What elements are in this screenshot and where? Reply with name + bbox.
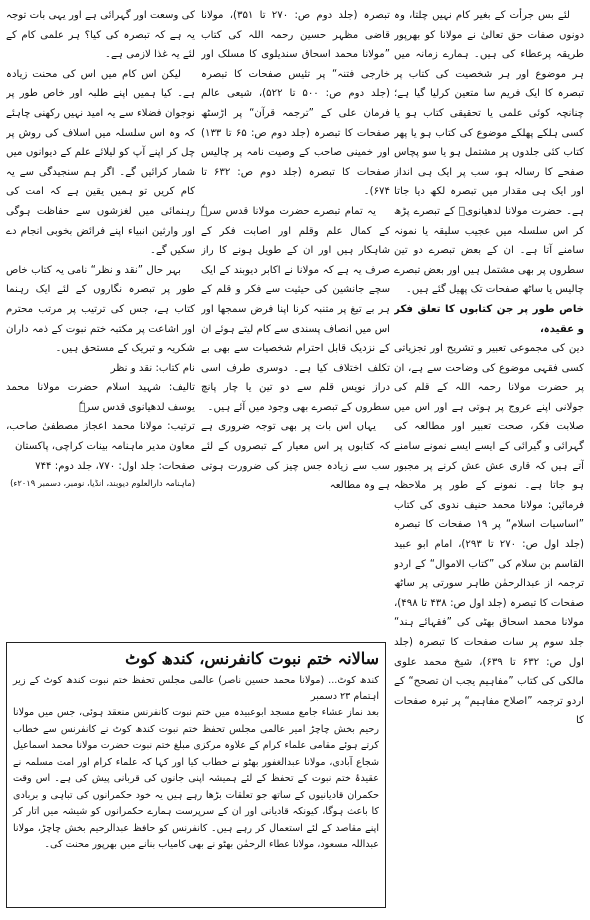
article-column-right [394,6,584,911]
conference-byline: کندھ کوٹ... (مولانا محمد حسین ناصر) عالمی مجلس تحفظ ختم نبوت کندھ کوٹ کے زیر اہتمام ۲۳ دسمبر [13,675,379,702]
paragraph: (ماہنامہ دارالعلوم دیوبند، انڈیا، نومبر، دسمبر ۲۰۱۹ء) [10,478,195,489]
column-text-left [6,6,195,631]
conference-news-box [6,642,386,908]
paragraph: تبصرہ (جلد دوم ص: ۲۷۰ تا ۳۵۱)، مولانا قاضی مظہر حسین رحمہ اللہ کی کتاب ”مولانا محمد اسحاق سندیلوی کا مسلک اور خارجی فتنہ“ پر تئیس صفحات کا تبصرہ (جلد دوم ص: ۵۰۰ تا ۵۲۲)، شیعی عالم فرمان علی کے ”ترجمہ قرآن“ پر اڑسٹھ صفحات کا تبصرہ (جلد دوم ص: ۶۵ تا ۱۳۳) اور خمینی صاحب کے وصیت نامہ پر چالیس صفحات کا تبصرہ (جلد دوم ص: ۶۳۲ تا ۶۷۴)۔ [201,10,390,198]
paragraph: بہر حال ”نقد و نظر“ نامی یہ کتاب خاص طور پر تبصرہ نگاروں کے لئے ایک رہنما کتاب ہے، جس کی ترتیب پر مرتب محترم اور اشاعت پر مکتبہ ختم نبوت کے ذمہ داران شکریہ و تبریک کے مستحق ہیں۔ [6,264,195,355]
paragraph: خاص طور پر جن کتابوں کا تعلق فکر و عقیدہ، [394,303,584,335]
paragraph: نام کتاب: نقد و نظر [110,362,195,374]
article-columns-left [6,6,390,636]
conference-title: سالانہ ختم نبوت کانفرنس، کندھ کوٹ [125,649,379,668]
paragraph: کی وسعت اور گہرائی ہے اور یہی بات توجہ یہ ہے کہ تبصرہ کی کیا؟ ہر علمی کام کے لئے یہ غذا لازمی ہے۔ [6,10,195,61]
column-text-middle [201,6,390,631]
paragraph: دین کی مجموعی تعبیر و تشریح اور تجزیاتی کسی فقہی موضوع کی وضاحت سے ہے، ان پر حضرت مولانا رحمہ اللہ کے قلم کی جولانی اپنے عروج پر ہوتی ہے اور اس میں صلابت فکر، صحت تعبیر اور مطالعہ کی گہرائی و گیرائی کے ایسے ایسے نمونے سامنے آتے ہیں کہ قاری عش عش کرنے پر مجبور ہو جاتا ہے۔ نمونے کے طور پر ملاحظہ فرمائیں: مولانا محمد حنیف ندوی کی کتاب ”اساسیات اسلام“ پر ۱۹ صفحات کا تبصرہ (جلد اول ص: ۲۷۰ تا ۲۹۳)، امام ابو عبید القاسم بن سلام کی ”کتاب الاموال“ کے اردو ترجمہ از عبدالرحمٰن طاہر سورتی پر ساٹھ صفحات کا تبصرہ (جلد اول ص: ۴۳۸ تا ۴۹۸)، مولانا محمد اسحاق بھٹی کی ”فقہائے ہند“ جلد سوم پر سات صفحات کا تبصرہ (جلد اول ص: ۶۳۲ تا ۶۳۹)، شیخ محمد علوی مالکی کی کتاب ”مفاہیم یجب ان تصحح“ کے اردو ترجمہ ”اصلاح مفاہیم“ پر تیرہ صفحات کا [394,343,584,727]
paragraph: یہ تمام تبصرے حضرت مولانا قدس سرہٗ کے کمال علم وقلم اور اصابت فکر کے شاہکار ہیں اور ان کے طویل ہونے کا راز صرف یہ ہے کہ مولانا نے اکابر دیوبند کے ایک سچے جانشین کی حیثیت سے فکر و قلم کے ہر بے تیغ پر متنبہ کرنا اپنا فرض سمجھا اور اس میں انصاف پسندی سے کام لیتے ہوئے ان کے نزدیک قابل احترام شخصیات سے بھی بے تکلف اختلاف کیا ہے۔ دوسری طرف اسی دراز نویس قلم سے دو تین یا چار پانچ سطروں کے تبصرے بھی وجود میں آئے ہیں۔ [201,205,390,413]
paragraph: صفحات: جلد اول: ۷۷۰، جلد دوم: ۷۴۴ [35,460,195,472]
conference-body: بعد نماز عشاء جامع مسجد ابوعبیدہ میں ختم نبوت کانفرنس منعقد ہوئی، جس میں مولانا رحیم بخش چاچڑ امیر عالمی مجلس تحفظ ختم نبوت کندھ کوٹ نے کانفرنس سے خطاب کرتے ہوئے مقامی علماء کرام کے علاوہ مرکزی مبلغ ختم نبوت حضرت مولانا محمد اسماعیل شجاع آبادی، مولانا عبدالغفور بھٹو نے خطاب کیا اور کہا کہ علماء کرام اور امت مسلمہ نے عقیدۂ ختم نبوت کے تحفظ کے لئے ہمیشہ اپنی جانوں کی قربانی پیش کی ہے۔ اس وقت حکمران قادیانیوں کے ساتھ جو تعلقات بڑھا رہے ہیں یہ خود حکمرانوں کی تباہی و بربادی کا باعث ہوگا، کیونکہ قادیانی اور ان کے سرپرست ہمارے حکمرانوں کو شیشہ میں اتار کر اپنے مقاصد کے لئے استعمال کر رہے ہیں۔ کانفرنس کو حافظ عبدالرحیم بخش چاچڑ، مولانا عبداللہ مسعود، مولانا عطاء الرحمٰن بھٹو نے بھی کامیاب بنانے میں بھرپور محنت کی۔ [13,707,379,850]
paragraph: ترتیب: مولانا محمد اعجاز مصطفیٰ صاحب، معاون مدیر ماہنامہ بینات کراچی، پاکستان [6,421,195,453]
column-text-right [394,6,584,906]
paragraph: تالیف: شہید اسلام حضرت مولانا محمد یوسف لدھیانوی قدس سرہٗ [6,382,195,413]
paragraph: لئے بس جرأت کے بغیر کام نہیں چلتا، وہ دونوں صفات حق تعالیٰ نے مولانا کو بھرپور طریقہ پرعطاء کی ہیں۔ ہمارے زمانہ میں ہر موضوع اور ہر شخصیت کی کتاب پر تبصرہ کا ایک فریم سا متعین کرلیا گیا ہے؛ چنانچہ کوئی علمی یا تحقیقی کتاب ہو یا کسی ہلکے پھلکے موضوع کی کتاب ہو یا پھر کتاب کئی جلدوں پر مشتمل ہو یا سو پچاس صفحے کا رسالہ ہو، سب پر ایک ہی انداز اور ایک ہی مقدار میں تبصرہ لکھ دیا جاتا ہے۔ حضرت مولانا لدھیانویؒ کے تبصرے پڑھ کر اس سلسلہ میں عجیب سلیقہ یا نمونہ سامنے آتا ہے۔ ان کے بعض تبصرے دو تین سطروں پر بھی مشتمل ہیں اور بعض تبصرے چالیس یا ساٹھ صفحات تک پھیل گئے ہیں۔ [394,10,584,296]
paragraph: لیکن اس کام میں اس کی محنت زیادہ ہے۔ کیا ہمیں اپنے طلبہ اور خاص طور پر نوجوان فضلاء سے یہ امید نہیں رکھنی چاہئے کہ وہ اس سلسلہ میں اسلاف کی روش پر چل کر اپنے آپ کو لیلائے علم کے دیوانوں میں شمار کرائیں گے۔ اگر ہم سنجیدگی سے یہ کام کریں تو ہمیں یقین ہے کہ امت کی رہنمائی میں لغزشوں سے حفاظت ہوگی اور وارثین انبیاء اپنے فرائض بخوبی انجام دے سکیں گے۔ [6,68,195,257]
paragraph: یہاں اس بات پر بھی توجہ ضروری ہے کہ کتابوں پر اس معیار کے تبصروں کے لئے سب سے زیادہ جس چیز کی ضرورت ہوتی ہے وہ مطالعہ [201,421,390,492]
